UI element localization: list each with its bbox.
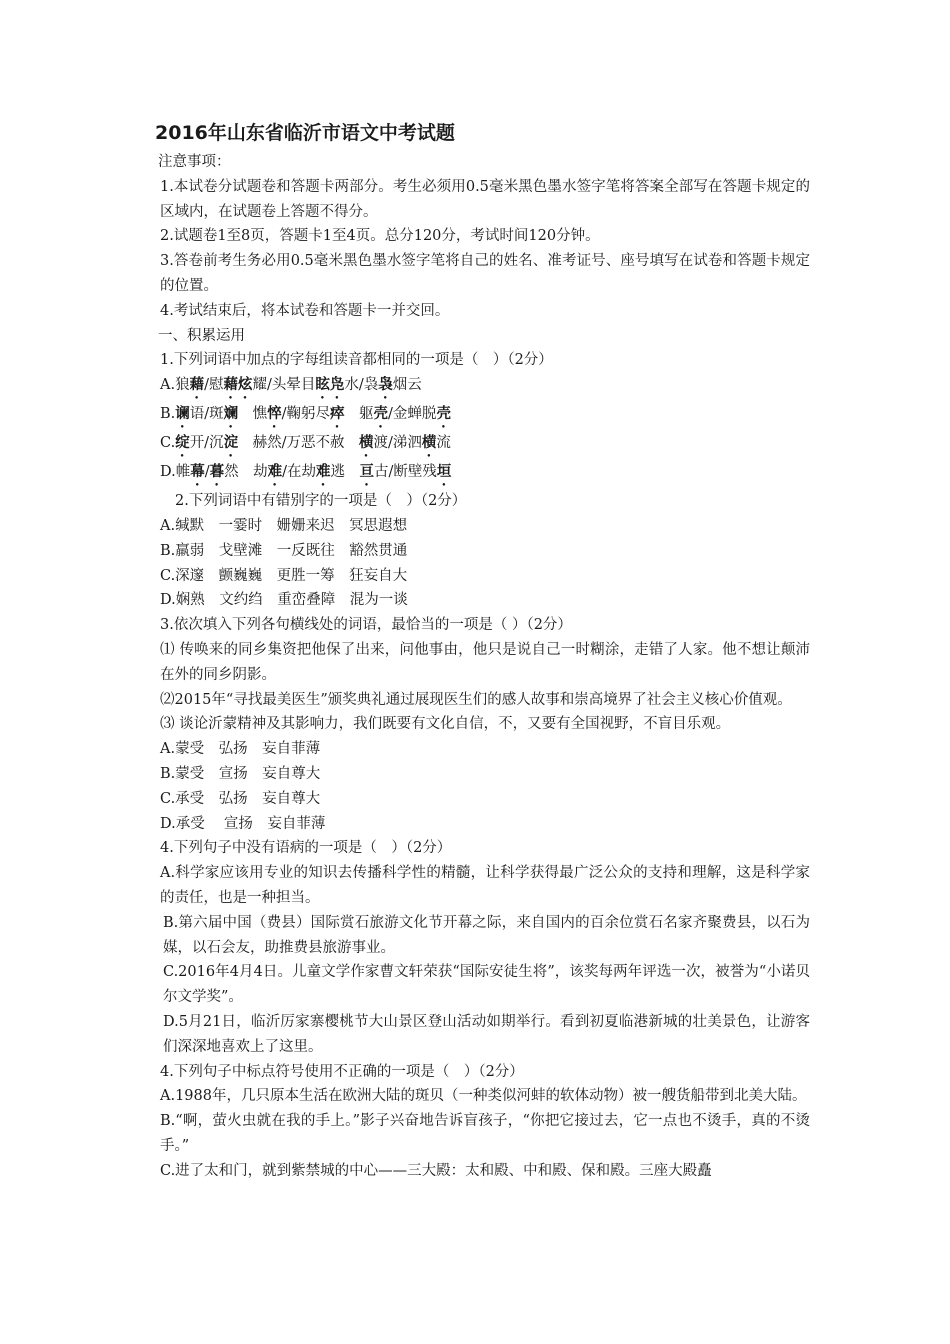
q2-option: A.缄默 一霎时 姗姗来迟 冥思遐想 (160, 517, 408, 534)
q3-sentence: ⑴ 传唤来的同乡集资把他保了出来，问他事由，他只是说自己一时糊涂，走错了人家。他不想让颠沛在外的同乡阴影。 (160, 641, 810, 683)
q2-option: B.羸弱 戈壁滩 一反既往 豁然贯通 (160, 542, 408, 559)
notice-item: 3.答卷前考生务必用0.5毫米黑色墨水签字笔将自己的姓名、准考证号、座号填写在试卷和答题卡规定的位置。 (160, 253, 810, 294)
question-stem: 3.依次填入下列各句横线处的词语，最恰当的一项是（ ）（2分） (160, 617, 572, 634)
notice-item: 2.试题卷1至8页，答题卡1至4页。总分120分，考试时间120分钟。 (160, 228, 600, 245)
exam-title: 2016年山东省临沂市语文中考试题 (155, 122, 455, 144)
q4-option: B.第六届中国（费县）国际赏石旅游文化节开幕之际，来自国内的百余位赏石名家齐聚费县，以石为媒，以石会友，助推费县旅游事业。 (163, 914, 810, 956)
q4-option: C.2016年4月4日。儿童文学作家曹文轩荣获“国际安徒生将”，该奖每两年评选一次，被誉为“小诺贝尔文学奖”。 (163, 964, 810, 1006)
q1-option-b: B.谰语/斑斓 憔悴/鞠躬尽瘁 躯壳/金蝉脱壳 (160, 405, 451, 423)
q2-option: C.深邃 颤巍巍 更胜一筹 狂妄自大 (160, 567, 408, 584)
question-stem: 2.下列词语中有错别字的一项是（ ）（2分） (175, 493, 467, 510)
notice-item: 1.本试卷分试题卷和答题卡两部分。考生必须用0.5毫米黑色墨水签字笔将答案全部写在答题卡规定的区域内，在试题卷上答题不得分。 (160, 178, 810, 220)
q5-option: C.进了太和门，就到紫禁城的中心——三大殿：太和殿、中和殿、保和殿。三座大殿矗 (160, 1162, 712, 1179)
notice-item: 4.考试结束后，将本试卷和答题卡一并交回。 (160, 302, 450, 319)
q4-option: D.5月21日，临沂厉家寨樱桃节大山景区登山活动如期举行。看到初夏临港新城的壮美景色，让游客们深深地喜欢上了这里。 (163, 1013, 810, 1055)
q3-sentence: ⑶ 谈论沂蒙精神及其影响力，我们既要有文化自信，不，又要有全国视野，不盲目乐观。 (160, 716, 731, 733)
exam-page (145, 118, 810, 1183)
q3-sentence: ⑵2015年“寻找最美医生”颁奖典礼通过展现医生们的感人故事和崇高境界了社会主义核心价值观。 (160, 691, 792, 708)
q4-option: A.科学家应该用专业的知识去传播科学性的精髓，让科学获得最广泛公众的支持和理解，这是科学家的责任，也是一种担当。 (160, 865, 810, 906)
q3-option: B.蒙受 宣扬 妄自尊大 (160, 765, 321, 782)
q2-option: D.娴熟 文约绉 重峦叠障 混为一谈 (160, 592, 408, 609)
question-stem: 4.下列句子中没有语病的一项是（ ）（2分） (160, 840, 452, 857)
q3-option: C.承受 弘扬 妄自尊大 (160, 790, 321, 807)
section-heading: 一、积累运用 (158, 327, 245, 344)
question-stem: 1.下列词语中加点的字每组读音都相同的一项是（ ）（2分） (160, 352, 553, 369)
q1-option-a: A.狼藉/慰藉炫耀/头晕目眩凫水/袅袅烟云 (160, 376, 422, 394)
notice-heading: 注意事项： (158, 154, 231, 170)
question-stem: 4.下列句子中标点符号使用不正确的一项是（ ）（2分） (160, 1063, 524, 1080)
q3-option: A.蒙受 弘扬 妄自菲薄 (160, 741, 321, 758)
q1-option-c: C.绽开/沉淀 赫然/万恶不赦 横渡/涕泗横流 (160, 434, 451, 452)
q5-option: B.“啊，萤火虫就在我的手上。”影子兴奋地告诉盲孩子，“你把它接过去，它一点也不烫手，真的不烫手。” (160, 1113, 810, 1154)
q3-option: D.承受 宣扬 妄自菲薄 (160, 815, 326, 832)
q5-option: A.1988年，几只原本生活在欧洲大陆的斑贝（一种类似河蚌的软体动物）被一艘货船带到北美大陆。 (160, 1088, 807, 1105)
q1-option-d: D.帷幕/暮然 劫难/在劫难逃 亘古/断壁残垣 (160, 463, 452, 481)
